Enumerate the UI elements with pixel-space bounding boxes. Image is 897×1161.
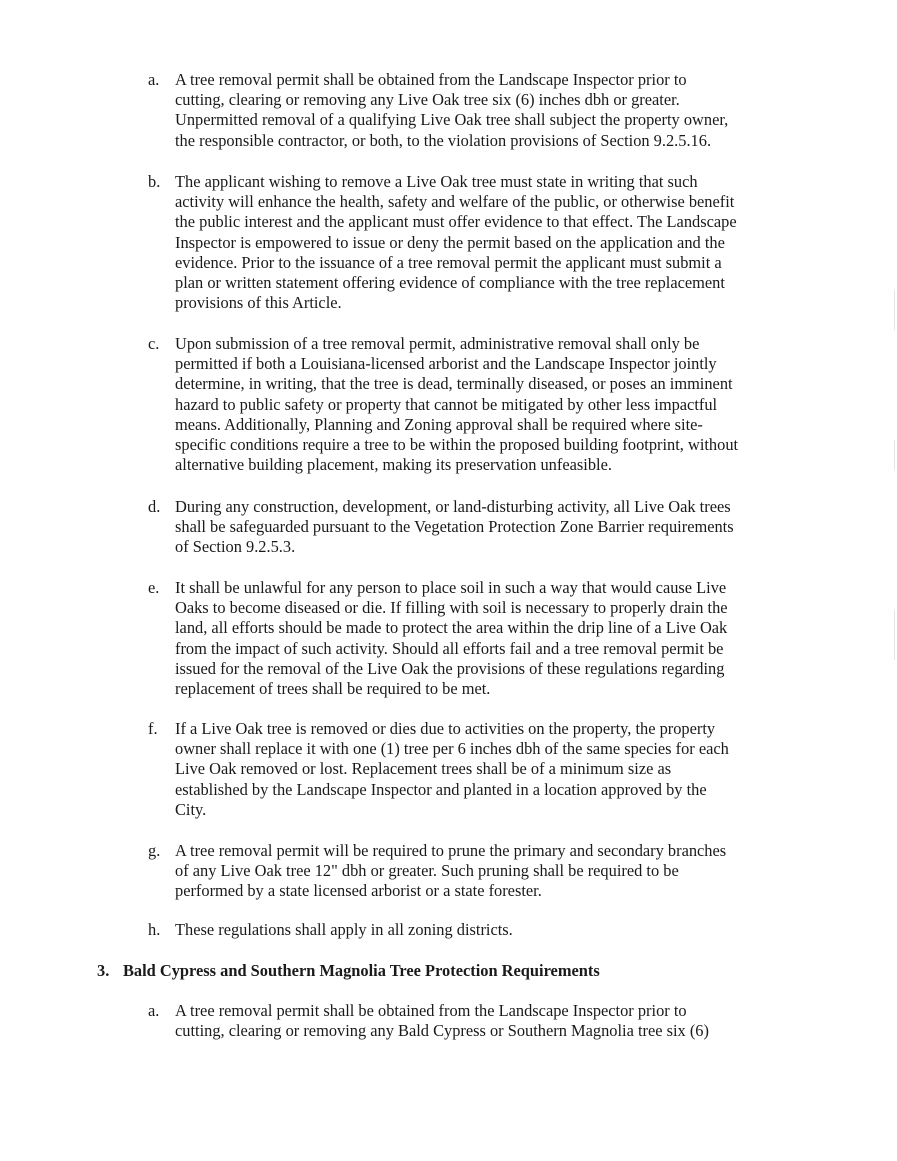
list-letter: e. — [148, 578, 160, 597]
section-number: 3. — [97, 961, 110, 980]
text-line: specific conditions require a tree to be within the proposed building footprint, without — [175, 435, 739, 455]
text-line: of any Live Oak tree 12" dbh or greater. Such pruning shall be required to be — [175, 861, 679, 881]
text-line: replacement of trees shall be required to be met. — [175, 679, 491, 699]
text-line: It shall be unlawful for any person to place soil in such a way that would cause Live — [175, 578, 727, 597]
paragraph-text — [175, 578, 790, 699]
text-line: permitted if both a Louisiana-licensed arborist and the Landscape Inspector jointly — [175, 354, 717, 374]
text-line: plan or written statement offering evidence of compliance with the tree replacement — [175, 273, 725, 293]
text-line: Inspector is empowered to issue or deny the permit based on the application and the — [175, 232, 725, 252]
text-line: performed by a state licensed arborist or a state forester. — [175, 881, 542, 901]
text-line: established by the Landscape Inspector and planted in a location approved by the — [175, 779, 707, 799]
text-line: from the impact of such activity. Should all efforts fail and a tree removal permit be — [175, 638, 724, 658]
text-line: determine, in writing, that the tree is dead, terminally diseased, or poses an imminent — [175, 374, 733, 394]
list-letter: f. — [148, 719, 158, 738]
paragraph-text — [175, 920, 790, 940]
scan-artifact — [894, 290, 895, 330]
text-line: issued for the removal of the Live Oak the provisions of these regulations regarding — [175, 658, 725, 678]
text-line: land, all efforts should be made to protect the area within the drip line of a Live Oak — [175, 618, 728, 638]
list-letter: c. — [148, 334, 160, 353]
list-letter: h. — [148, 920, 161, 939]
list-letter: b. — [148, 172, 161, 191]
text-line: provisions of this Article. — [175, 293, 342, 313]
scan-artifact — [894, 610, 895, 660]
text-line: hazard to public safety or property that cannot be mitigated by other less impactful — [175, 394, 718, 414]
paragraph-text — [175, 172, 790, 313]
paragraph-text — [175, 841, 790, 902]
paragraph-text — [175, 719, 790, 820]
list-letter: d. — [148, 497, 161, 516]
paragraph-text — [175, 334, 790, 475]
text-line: These regulations shall apply in all zoning districts. — [175, 920, 513, 939]
text-line: During any construction, development, or land-disturbing activity, all Live Oak trees — [175, 497, 731, 516]
text-line: A tree removal permit shall be obtained from the Landscape Inspector prior to — [175, 1001, 687, 1020]
text-line: cutting, clearing or removing any Bald Cypress or Southern Magnolia tree six (6) — [175, 1021, 709, 1041]
text-line: shall be safeguarded pursuant to the Vegetation Protection Zone Barrier requirements — [175, 517, 734, 537]
text-line: means. Additionally, Planning and Zoning approval shall be required where site- — [175, 414, 703, 434]
text-line: If a Live Oak tree is removed or dies due to activities on the property, the property — [175, 719, 716, 738]
text-line: owner shall replace it with one (1) tree per 6 inches dbh of the same species for each — [175, 739, 729, 759]
text-line: A tree removal permit shall be obtained from the Landscape Inspector prior to — [175, 70, 687, 89]
paragraph-text — [175, 497, 790, 558]
section-title: Bald Cypress and Southern Magnolia Tree Protection Requirements — [123, 961, 600, 980]
text-line: activity will enhance the health, safety and welfare of the public, or otherwise benefit — [175, 192, 735, 212]
text-line: Upon submission of a tree removal permit, administrative removal shall only be — [175, 334, 700, 353]
list-letter: a. — [148, 70, 160, 89]
text-line: City. — [175, 799, 207, 819]
text-line: The applicant wishing to remove a Live Oak tree must state in writing that such — [175, 172, 698, 191]
paragraph-text — [175, 70, 790, 151]
text-line: the public interest and the applicant must offer evidence to that effect. The Landscape — [175, 212, 737, 232]
text-line: Unpermitted removal of a qualifying Live Oak tree shall subject the property owner, — [175, 110, 729, 130]
section-heading — [97, 961, 600, 981]
text-line: evidence. Prior to the issuance of a tree removal permit the applicant must submit a — [175, 252, 722, 272]
text-line: alternative building placement, making its preservation unfeasible. — [175, 455, 612, 475]
text-line: A tree removal permit will be required to prune the primary and secondary branches — [175, 841, 727, 860]
list-letter: a. — [148, 1001, 160, 1020]
scan-artifact — [894, 440, 895, 470]
text-line: cutting, clearing or removing any Live Oak tree six (6) inches dbh or greater. — [175, 90, 680, 110]
list-letter: g. — [148, 841, 161, 860]
paragraph-text — [175, 1001, 790, 1041]
text-line: Oaks to become diseased or die. If filling with soil is necessary to properly drain the — [175, 598, 728, 618]
text-line: of Section 9.2.5.3. — [175, 537, 296, 557]
text-line: Live Oak removed or lost. Replacement trees shall be of a minimum size as — [175, 759, 672, 779]
text-line: the responsible contractor, or both, to the violation provisions of Section 9.2.5.16. — [175, 130, 712, 150]
